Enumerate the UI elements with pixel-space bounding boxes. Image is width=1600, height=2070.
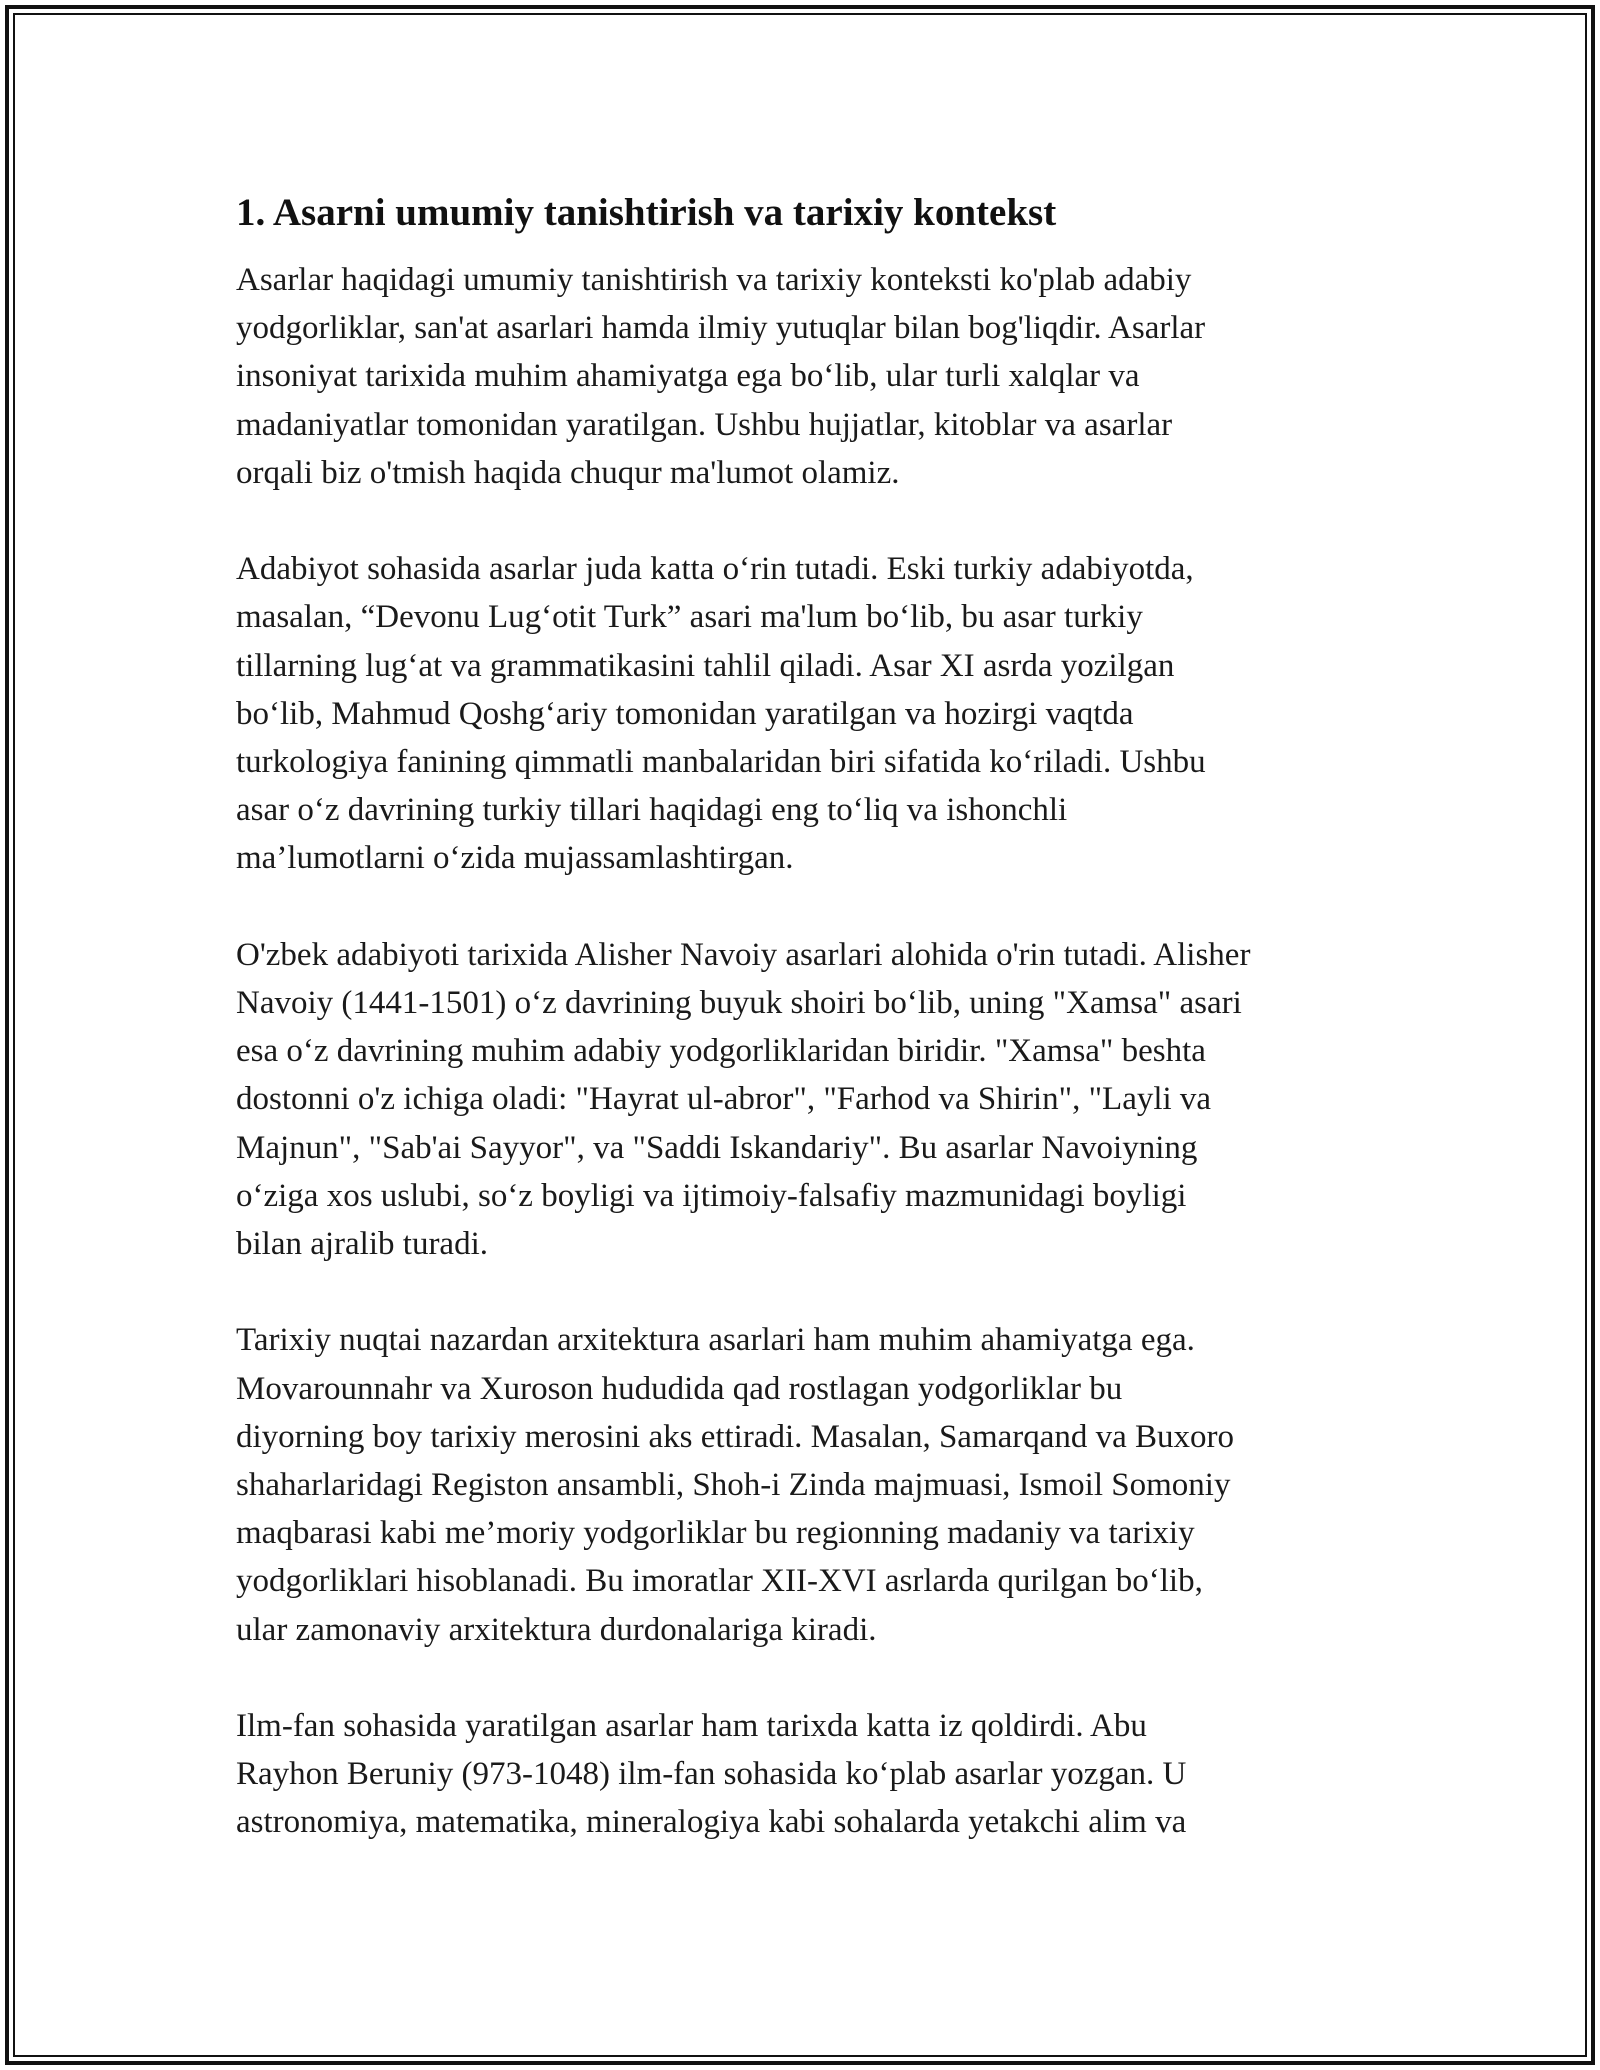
text-line: bo‘lib, Mahmud Qoshg‘ariy tomonidan yaratilgan va hozirgi vaqtda (236, 695, 1134, 732)
text-line: astronomiya, matematika, mineralogiya kabi sohalarda yetakchi alim va (236, 1804, 1187, 1841)
document-body (236, 188, 1376, 1895)
text-line: Rayhon Beruniy (973-1048) ilm-fan sohasida ko‘plab asarlar yozgan. U (236, 1756, 1187, 1793)
text-line: yodgorliklari hisoblanadi. Bu imoratlar XII-XVI asrlarda qurilgan bo‘lib, (236, 1563, 1203, 1600)
text-line: ular zamonaviy arxitektura durdonalariga kiradi. (236, 1611, 877, 1648)
section-heading: 1. Asarni umumiy tanishtirish va tarixiy kontekst (236, 191, 1057, 234)
text-line: o‘ziga xos uslubi, so‘z boyligi va ijtimoiy-falsafiy mazmunidagi boyligi (236, 1177, 1187, 1214)
text-line: O'zbek adabiyoti tarixida Alisher Navoiy asarlari alohida o'rin tutadi. Alisher (236, 936, 1251, 973)
text-line: yodgorliklar, san'at asarlari hamda ilmiy yutuqlar bilan bog'liqdir. Asarlar (236, 310, 1206, 347)
text-line: orqali biz o'tmish haqida chuqur ma'lumot olamiz. (236, 454, 900, 491)
text-line: shaharlaridagi Registon ansambli, Shoh-i Zinda majmuasi, Ismoil Somoniy (236, 1467, 1231, 1504)
paragraph-science (236, 1702, 1376, 1847)
text-line: diyorning boy tarixiy merosini aks ettiradi. Masalan, Samarqand va Buxoro (236, 1418, 1235, 1455)
text-line: maqbarasi kabi me’moriy yodgorliklar bu regionning madaniy va tarixiy (236, 1515, 1195, 1552)
text-line: Adabiyot sohasida asarlar juda katta o‘rin tutadi. Eski turkiy adabiyotda, (236, 551, 1194, 588)
text-line: ma’lumotlarni o‘zida mujassamlashtirgan. (236, 840, 794, 877)
text-line: insoniyat tarixida muhim ahamiyatga ega bo‘lib, ular turli xalqlar va (236, 358, 1140, 395)
text-line: Tarixiy nuqtai nazardan arxitektura asarlari ham muhim ahamiyatga ega. (236, 1322, 1195, 1359)
text-line: Asarlar haqidagi umumiy tanishtirish va tarixiy konteksti ko'plab adabiy (236, 262, 1192, 298)
text-line: tillarning lug‘at va grammatikasini tahlil qiladi. Asar XI asrda yozilgan (236, 647, 1175, 684)
paragraph-intro (236, 256, 1376, 497)
text-line: Majnun", "Sab'ai Sayyor", va "Saddi Iskandariy". Bu asarlar Navoiyning (236, 1129, 1198, 1166)
text-line: masalan, “Devonu Lug‘otit Turk” asari ma'lum bo‘lib, bu asar turkiy (236, 599, 1143, 636)
text-line: madaniyatlar tomonidan yaratilgan. Ushbu hujjatlar, kitoblar va asarlar (236, 406, 1173, 443)
text-line: Navoiy (1441-1501) o‘z davrining buyuk shoiri bo‘lib, uning "Xamsa" asari (236, 985, 1242, 1022)
text-line: asar o‘z davrining turkiy tillari haqidagi eng to‘liq va ishonchli (236, 792, 1068, 829)
paragraph-literature (236, 545, 1376, 882)
text-line: bilan ajralib turadi. (236, 1226, 488, 1263)
text-line: Movarounnahr va Xuroson hududida qad rostlagan yodgorliklar bu (236, 1370, 1123, 1407)
paragraph-navoiy (236, 931, 1376, 1268)
paragraph-architecture (236, 1316, 1376, 1653)
text-line: dostonni o'z ichiga oladi: "Hayrat ul-abror", "Farhod va Shirin", "Layli va (236, 1081, 1212, 1118)
text-line: esa o‘z davrining muhim adabiy yodgorliklaridan biridir. "Xamsa" beshta (236, 1033, 1206, 1070)
text-line: turkologiya fanining qimmatli manbalaridan biri sifatida ko‘riladi. Ushbu (236, 744, 1206, 781)
text-line: Ilm-fan sohasida yaratilgan asarlar ham tarixda katta iz qoldirdi. Abu (236, 1708, 1147, 1745)
